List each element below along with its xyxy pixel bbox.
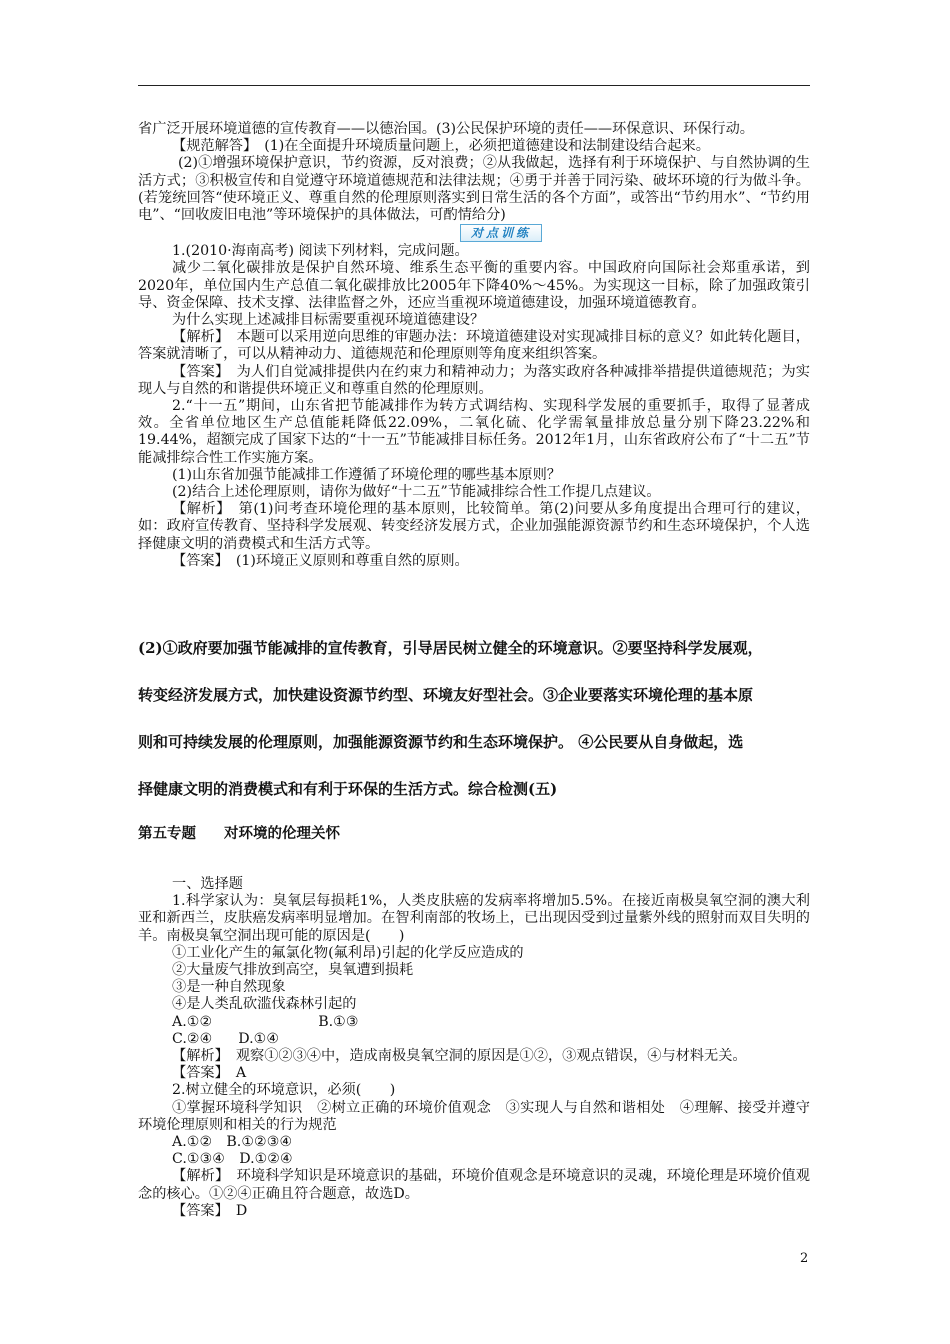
bold-answer-line: 择健康文明的消费模式和有利于环保的生活方式。综合检测(五) [138, 780, 558, 798]
exercise1-option: ④是人类乱砍滥伐森林引起的 [172, 996, 357, 1013]
exercise1-stem: 1.科学家认为：臭氧层每损耗1%，人类皮肤癌的发病率将增加5.5%。在接近南极臭氧空洞的澳大利亚和新西兰，皮肤癌发病率明显增加。在智利南部的牧场上，已出现因受到过量紫外线的照射而双目失明的羊。南极臭氧空洞出现可能的原因是( ) [138, 893, 810, 944]
question2-sub2: (2)结合上述伦理原则，请你为做好“十二五”节能减排综合性工作提几点建议。 [172, 484, 661, 501]
question2-analysis: 【解析】 第(1)问考查环境伦理的基本原则，比较简单。第(2)问要从多角度提出合理可行的建议，如：政府宣传教育、坚持科学发展观、转变经济发展方式，企业加强能源资源节约和生态环境保护，个人选择健康文明的消费模式和生活方式等。 [138, 501, 810, 552]
question1-question: 为什么实现上述减排目标需要重视环境道德建设？ [172, 312, 485, 329]
exercise1-choices-cd [138, 1031, 810, 1048]
header-rule [138, 85, 810, 86]
section-title [138, 822, 340, 843]
choice-d: D.①④ [238, 1030, 280, 1047]
paragraph-continuation: 省广泛开展环境道德的宣传教育——以德治国。(3)公民保护环境的责任——环保意识、环保行动。 [138, 121, 754, 137]
choice-c: C.②④ [172, 1030, 213, 1047]
bold-answer-block [138, 636, 818, 824]
question1-material: 减少二氧化碳排放是保护自然环境、维系生态平衡的重要内容。中国政府向国际社会郑重承诺，到2020年，单位国内生产总值二氧化碳排放比2005年下降40%～45%。为实现这一目标，除了加强政策引导、资金保障、技术支撑、法律监督之外，还应当重视环境道德建设，加强环境道德教育。 [138, 260, 810, 311]
exercise1-option: ①工业化产生的氟氯化物(氟利昂)引起的化学反应造成的 [172, 944, 524, 961]
practice-badge: 对点训练 [460, 224, 542, 242]
question1-intro: 1.(2010·海南高考) 阅读下列材料，完成问题。 [172, 243, 469, 260]
exercise-heading: 一、选择题 [172, 876, 243, 892]
top-text-block [138, 121, 810, 570]
question1-analysis: 【解析】 本题可以采用逆向思维的审题办法：环境道德建设对实现减排目标的意义？如此转化题目，答案就清晰了，可以从精神动力、道德规范和伦理原则等角度来组织答案。 [138, 329, 810, 363]
section-number: 第五专题 [138, 825, 196, 842]
exercise-block [138, 876, 810, 1220]
question1-answer: 【答案】 为人们自觉减排提供内在约束力和精神动力；为落实政府各种减排举措提供道德规范；为实现人与自然的和谐提供环境正义和尊重自然的伦理原则。 [138, 363, 810, 397]
standard-answer-part2: (2)①增强环境保护意识，节约资源，反对浪费；②从我做起，选择有利于环境保护、与自然协调的生活方式；③积极宣传和自觉遵守环境道德规范和法律法规；④勇于并善于同污染、破坏环境的行为做斗争。(若笼统回答“使环境正义、尊重自然的伦理原则落实到日常生活的各个方面”，或答出“节约用水”、“节约用电”、“回收废旧电池”等环境保护的具体做法，可酌情给分) [138, 155, 810, 224]
exercise2-analysis: 【解析】 环境科学知识是环境意识的基础，环境价值观念是环境意识的灵魂，环境伦理是环境价值观念的核心。①②④正确且符合题意，故选D。 [138, 1168, 810, 1202]
exercise2-answer: 【答案】 D [172, 1202, 248, 1219]
bold-answer-line: 转变经济发展方式，加快建设资源节约型、环境友好型社会。③企业要落实环境伦理的基本原 [138, 686, 754, 704]
exercise1-choices-ab [138, 1014, 810, 1031]
bold-answer-line: (2)①政府要加强节能减排的宣传教育，引导居民树立健全的环境意识。②要坚持科学发展观， [138, 639, 763, 657]
exercise2-choices-cd: C.①③④ D.①②④ [172, 1151, 293, 1168]
exercise2-options: ①掌握环境科学知识 ②树立正确的环境价值观念 ③实现人与自然和谐相处 ④理解、接受并遵守环境伦理原则和相关的行为规范 [138, 1099, 810, 1133]
exercise1-answer: 【答案】 A [172, 1065, 247, 1082]
section-name: 对环境的伦理关怀 [224, 825, 340, 842]
standard-answer-part1: 【规范解答】 (1)在全面提升环境质量问题上，必须把道德建设和法制建设结合起来。 [172, 138, 710, 155]
exercise1-option: ②大量废气排放到高空，臭氧遭到损耗 [172, 962, 414, 979]
question2-material: 2.“十一五”期间，山东省把节能减排作为转方式调结构、实现科学发展的重要抓手，取得了显著成效。全省单位地区生产总值能耗降低22.09%，二氧化硫、化学需氧量排放总量分别下降23.22%和19.44%，超额完成了国家下达的“十一五”节能减排目标任务。2012年1月，山东省政府公布了“十二五”节能减排综合性工作实施方案。 [138, 398, 810, 466]
exercise2-stem: 2.树立健全的环境意识，必须( ) [172, 1082, 396, 1099]
page-number: 2 [800, 1251, 809, 1266]
choice-b: B.①③ [318, 1013, 359, 1030]
exercise1-option: ③是一种自然现象 [172, 979, 286, 996]
choice-a: A.①② [172, 1013, 213, 1030]
question2-answer: 【答案】 (1)环境正义原则和尊重自然的原则。 [172, 552, 469, 569]
bold-answer-line: 则和可持续发展的伦理原则，加强能源资源节约和生态环境保护。 ④公民要从自身做起，选 [138, 733, 744, 751]
question2-sub1: (1)山东省加强节能减排工作遵循了环境伦理的哪些基本原则？ [172, 466, 561, 483]
exercise1-analysis: 【解析】 观察①②③④中，造成南极臭氧空洞的原因是①②，③观点错误，④与材料无关。 [172, 1048, 747, 1065]
exercise2-choices-ab: A.①② B.①②③④ [172, 1134, 293, 1151]
